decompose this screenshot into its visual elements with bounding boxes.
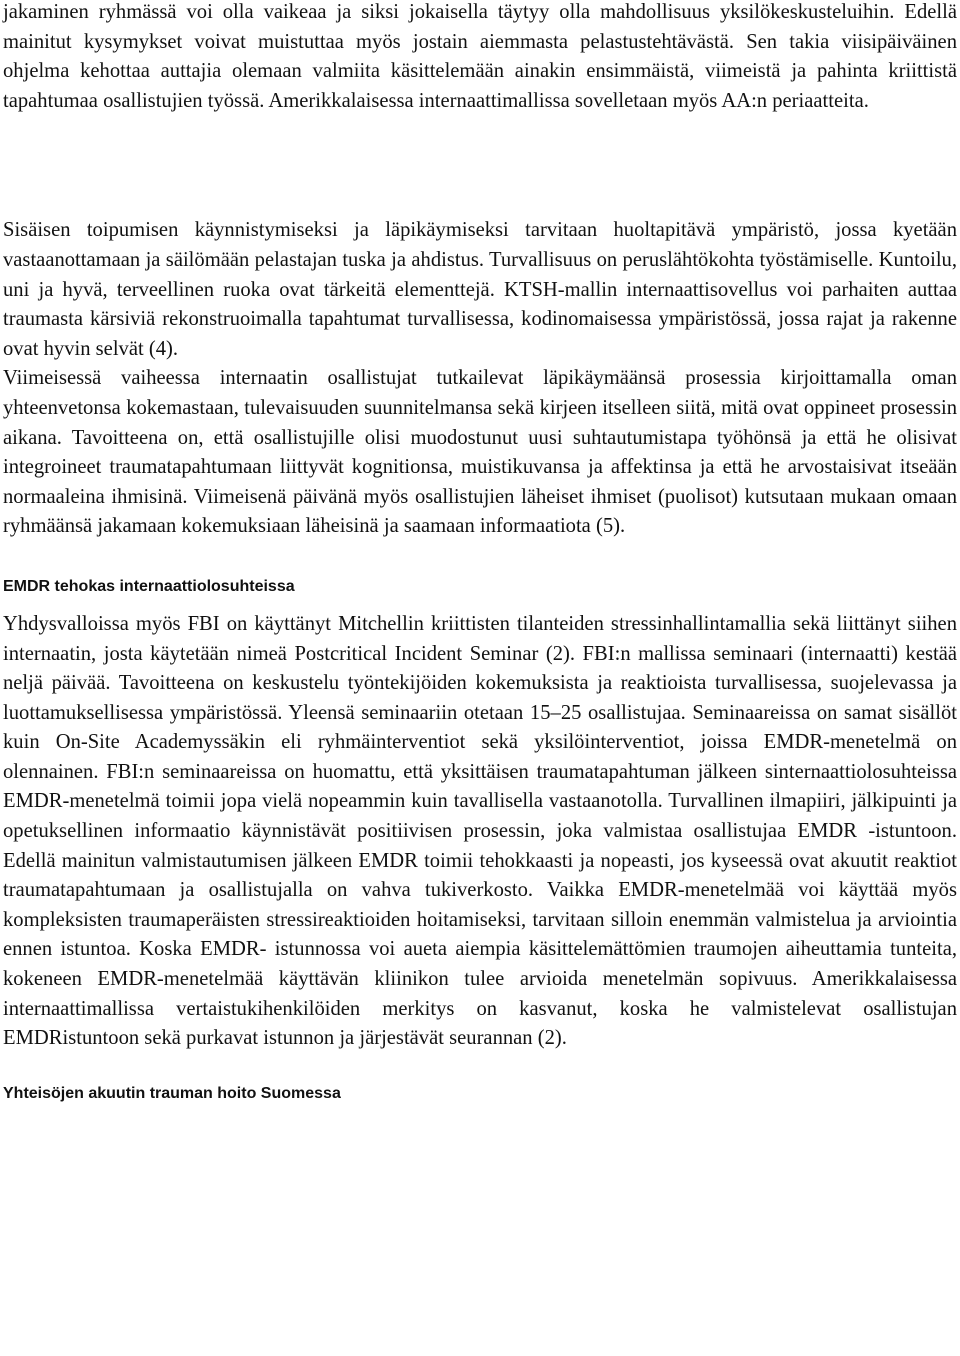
paragraph-sisainen-toipuminen: Sisäisen toipumisen käynnistymiseksi ja läpikäymiseksi tarvitaan huoltapitävä ympäristö, jossa kyetään vastaanottamaan ja säilömään pelastajan tuska ja ahdistus. Turvallisuus on peruslähtökohta työstämiselle. Kuntoilu, uni ja hyvä, terveellinen ruoka ovat tärkeitä elementtejä. KTSH-mallin internaattisovellus voi parhaiten auttaa traumasta kärsiviä rekonstruoimalla tapahtumat turvallisessa, kodinomaisessa ympäristössä, jossa rajat ja rakenne ovat hyvin selvät (4). — [3, 219, 957, 360]
section-heading-yhteisot: Yhteisöjen akuutin trauman hoito Suomessa — [3, 1084, 341, 1102]
document-page — [3, 0, 957, 1104]
paragraph-viimeinen-vaihe: Viimeisessä vaiheessa internaatin osallistujat tutkailevat läpikäymäänsä prosessia kirjoittamalla oman yhteenvetonsa kokemastaan, tulevaisuuden suunnitelmansa sekä kirjeen itselleen siitä, mitä ovat oppineet prosessin aikana. Tavoitteena on, että osallistujille olisi muodostunut uusi suhtautumistapa työhönsä ja että he olisivat integroineet traumatapahtumaan liittyvät kognitionsa, muistikuvansa ja affektinsa ja että he arvostaisivat itseään normaaleina ihmisinä. Viimeisenä päivänä myös osallistujien läheiset ihmiset (puolisot) kutsutaan mukaan omaan ryhmäänsä jakamaan kokemuksiaan läheisinä ja saamaan informaatiota (5). — [3, 367, 957, 538]
paragraph-fbi-emdr: Yhdysvalloissa myös FBI on käyttänyt Mitchellin kriittisten tilanteiden stressinhallintamallia sekä liittänyt siihen internaatin, josta käytetään nimeä Postcritical Incident Seminar (2). FBI:n mallissa seminaari (internaatti) kestää neljä päivää. Tavoitteena on keskustelu työntekijöiden kokemuksista ja reaktioista turvallisessa, suojelevassa ja luottamuksellisessa ympäristössä. Yleensä seminaariin otetaan 15–25 osallistujaa. Seminaareissa on samat sisällöt kuin On-Site Academyssäkin eli ryhmäinterventiot sekä yksilöinterventiot, joissa EMDR-menetelmä on olennainen. FBI:n seminaareissa on huomattu, että yksittäisen traumatapahtuman jälkeen sinternaattiolosuhteissa EMDR-menetelmä toimii jopa vielä nopeammin kuin tavallisella vastaanotolla. Turvallinen ilmapiiri, jälkipuinti ja opetuksellinen informaatio käynnistävät positiivisen prosessin, joka valmistaa osallistujaa EMDR -istuntoon. Edellä mainitun valmistautumisen jälkeen EMDR toimii tehokkaasti ja nopeasti, jos kyseessä ovat akuutit reaktiot traumatapahtumaan ja osallistujalla on vahva tukiverkosto. Vaikka EMDR-menetelmää voi käyttää myös kompleksisten traumaperäisten stressireaktioiden hoitamiseksi, tarvitaan silloin enemmän valmistelua ja arviointia ennen istuntoa. Koska EMDR- istunnossa voi aueta aiempia käsittelemättömien traumojen aiheuttamia tunteita, kokeneen EMDR-menetelmää käyttävän kliinikon tulee arvioida menetelmän sopivuus. Amerikkalaisessa internaattimallissa vertaistukihenkilöiden merkitys on kasvanut, koska he valmistelevat osallistujan EMDRistuntoon sekä purkavat istunnon ja järjestävät seurannan (2). — [3, 612, 957, 1050]
section-heading-emdr: EMDR tehokas internaattiolosuhteissa — [3, 577, 295, 595]
paragraph-internaatti-ohjelma: jakaminen ryhmässä voi olla vaikeaa ja siksi jokaisella täytyy olla mahdollisuus yksilökeskusteluihin. Edellä mainitut kysymykset voivat muistuttaa myös jostain aiemmasta pelastustehtävästä. Sen takia viisipäiväinen ohjelma kehottaa auttajia olemaan valmiita käsittelemään ainakin ensimmäistä, viimeistä ja pahinta kriittistä tapahtumaa osallistujien työssä. Amerikkalaisessa internaattimallissa sovelletaan myös AA:n periaatteita. — [3, 1, 957, 112]
